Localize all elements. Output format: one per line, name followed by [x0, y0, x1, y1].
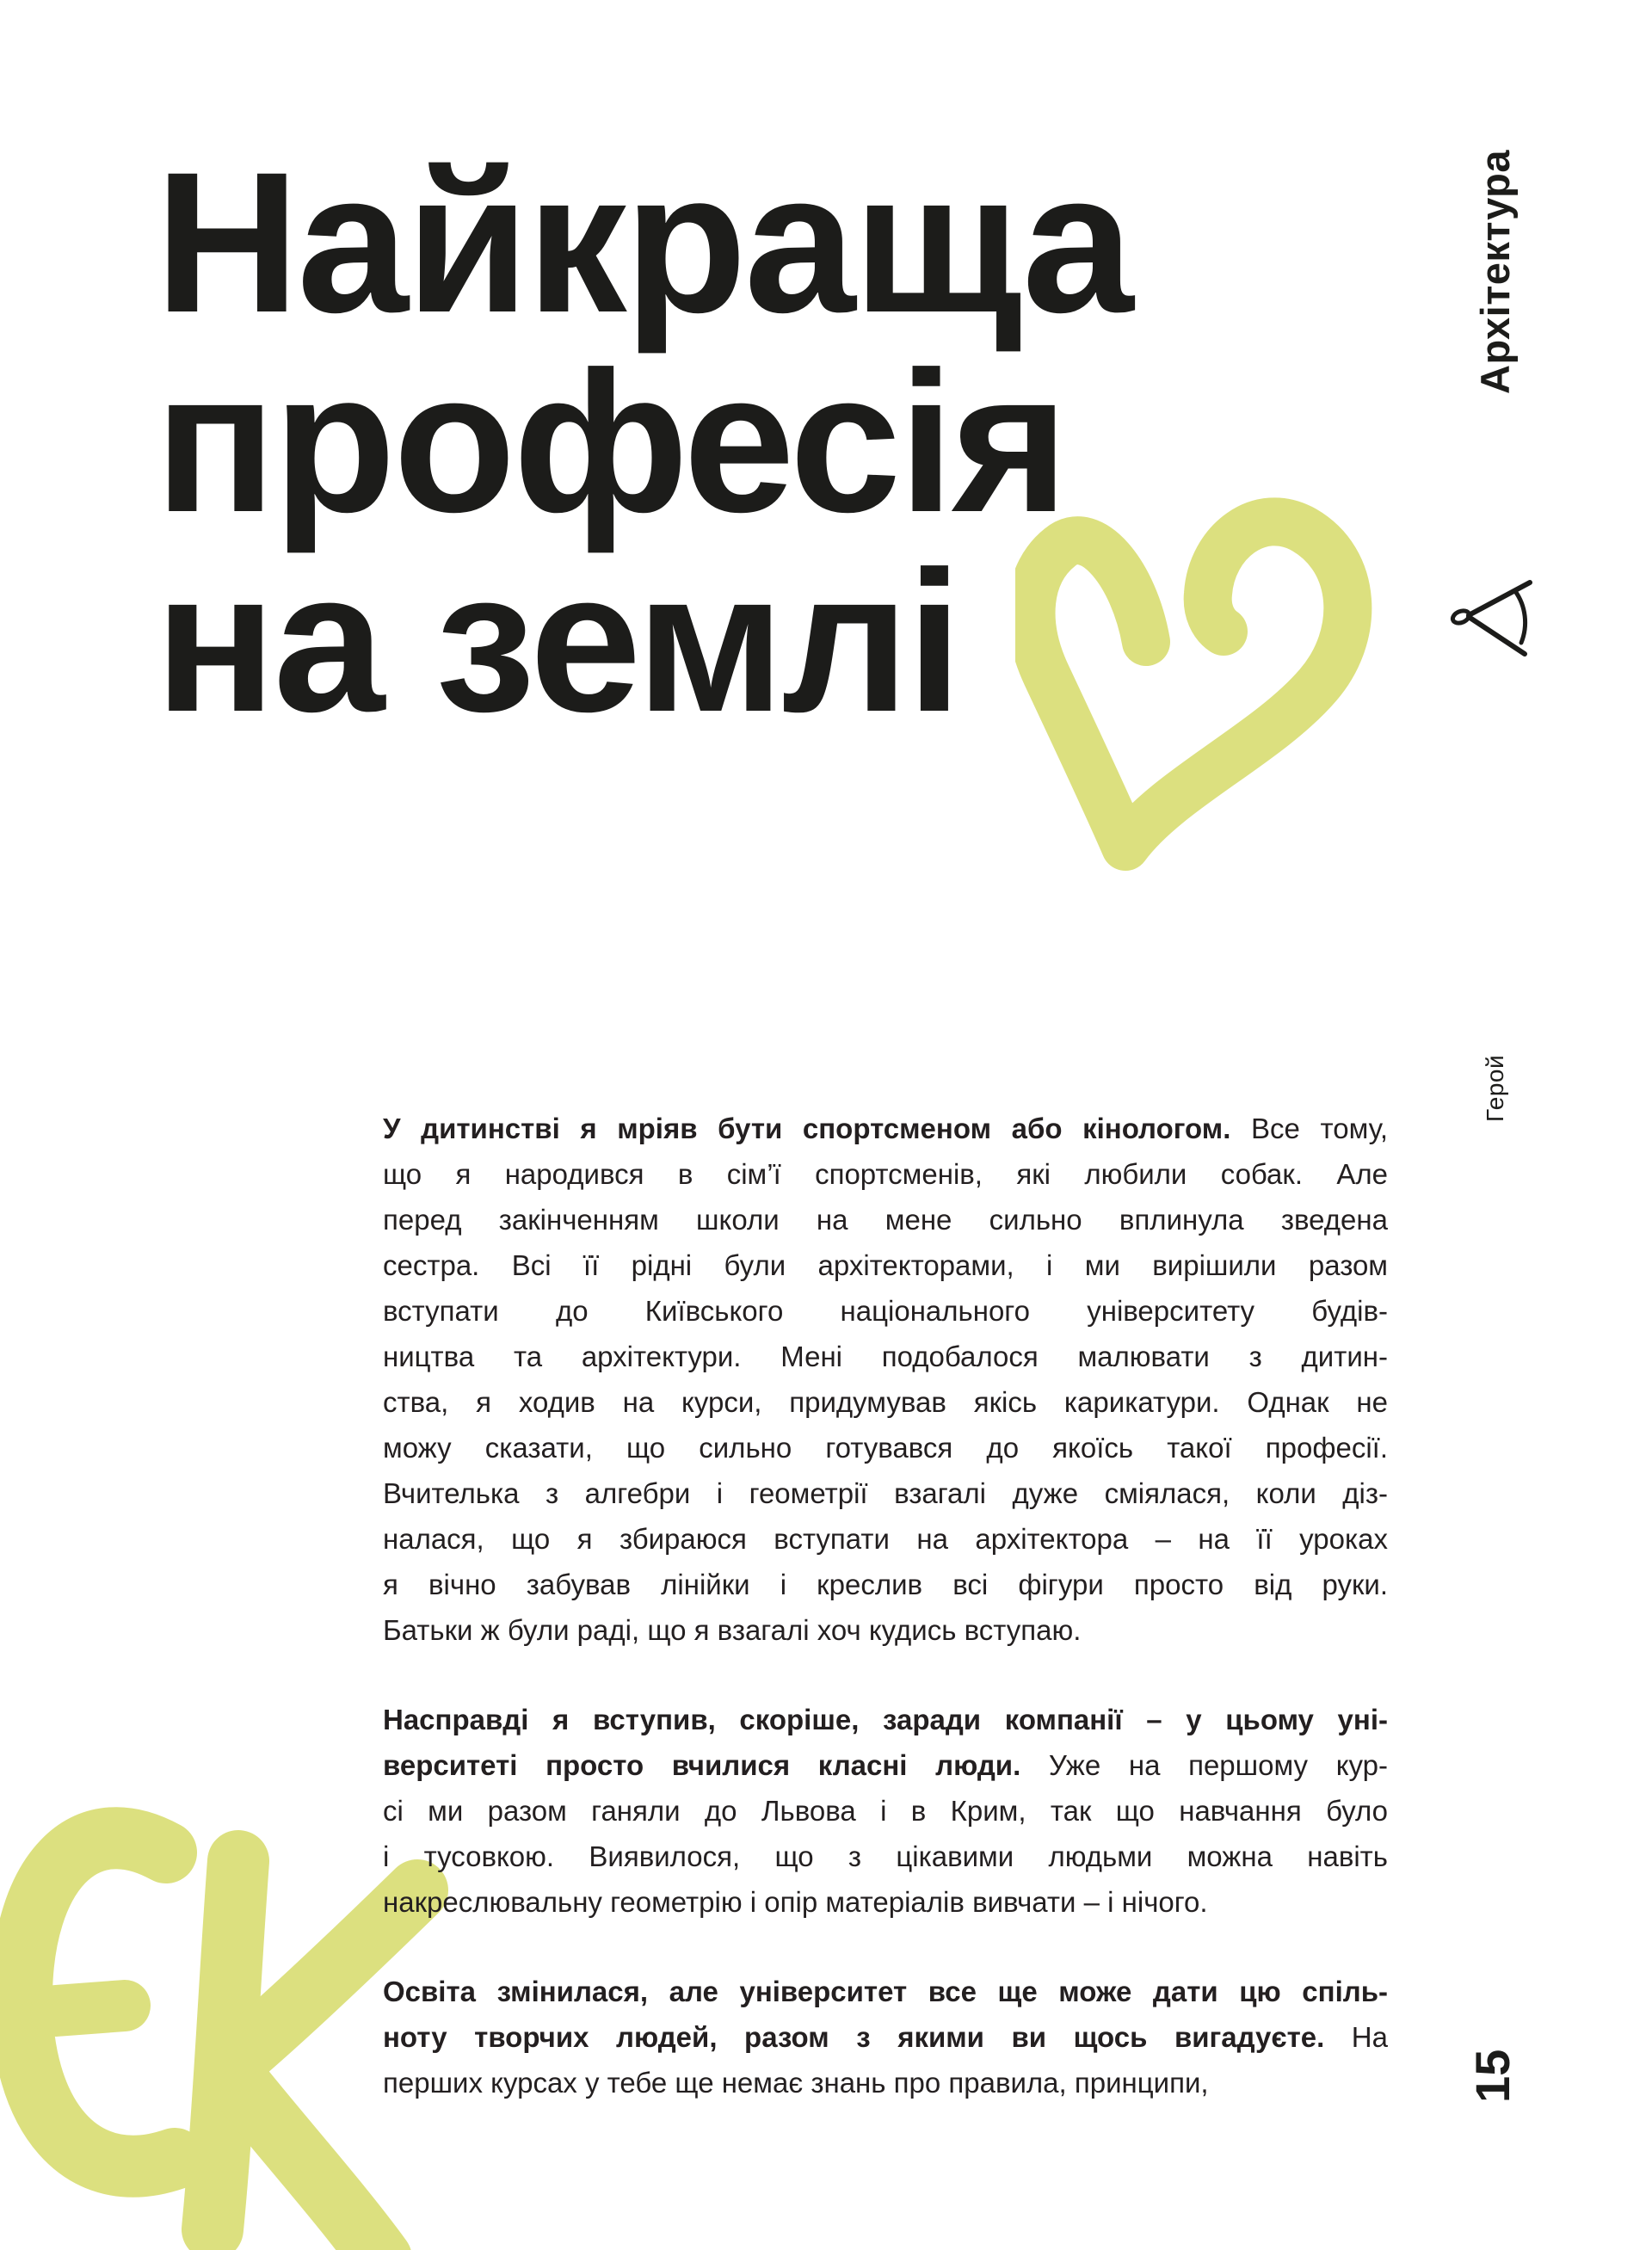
- body-line: [383, 1242, 1388, 1288]
- body-line: [383, 1425, 1388, 1470]
- body-text-bold: верситеті просто вчилися класні люди.: [383, 1749, 1021, 1781]
- body-line: [383, 1834, 1388, 1879]
- body-text: ництва та архітектури. Мені подобалося малювати з дитин-: [383, 1341, 1388, 1372]
- body-text: налася, що я збираюся вступати на архітектора – на її уроках: [383, 1523, 1388, 1555]
- body-text-bold: Освіта змінилася, але університет все ще може дати цю спіль-: [383, 1976, 1388, 2007]
- body-line: [383, 1288, 1388, 1334]
- body-text: можу сказати, що сильно готувався до якоїсь такої професії.: [383, 1432, 1388, 1464]
- body-line: [383, 1697, 1388, 1742]
- body-text: я вічно забував лінійки і креслив всі фігури просто від руки.: [383, 1569, 1388, 1600]
- body-text: Все тому,: [1230, 1113, 1388, 1144]
- article-body: [383, 1106, 1388, 2149]
- body-text: накреслювальну геометрію і опір матеріалів вивчати – і нічого.: [383, 1886, 1208, 1918]
- body-text: що я народився в сім’ї спортсменів, які любили собак. Але: [383, 1158, 1388, 1190]
- section-label: Архітектура: [1472, 150, 1518, 394]
- body-line: [383, 1197, 1388, 1242]
- paragraph: [383, 1969, 1388, 2105]
- body-line: [383, 1879, 1388, 1925]
- body-line: [383, 2014, 1388, 2060]
- body-line: [383, 1334, 1388, 1379]
- body-line: [383, 1470, 1388, 1516]
- body-text: перших курсах у тебе ще немає знань про правила, принципи,: [383, 2067, 1209, 2099]
- rubric-label: Герой: [1482, 1054, 1508, 1122]
- compass-icon: [1449, 576, 1545, 664]
- body-text-bold: Насправді я вступив, скоріше, заради компанії – у цьому уні-: [383, 1704, 1388, 1735]
- body-text: На: [1324, 2021, 1388, 2053]
- title-line: Найкраща: [155, 131, 1131, 354]
- paragraph: [383, 1697, 1388, 1925]
- body-line: [383, 1969, 1388, 2014]
- body-text: сі ми разом ганяли до Львова і в Крим, так що навчання було: [383, 1795, 1388, 1827]
- title-line: на землі: [155, 530, 960, 754]
- body-line: [383, 1516, 1388, 1562]
- body-line: [383, 1788, 1388, 1834]
- body-text: ства, я ходив на курси, придумував якісь карикатури. Однак не: [383, 1386, 1388, 1418]
- title-line: професія: [155, 330, 1066, 554]
- page-number: 15: [1465, 2049, 1519, 2103]
- body-line: [383, 1151, 1388, 1197]
- page-title: [155, 131, 1131, 754]
- body-line: [383, 1106, 1388, 1151]
- body-line: [383, 1562, 1388, 1607]
- body-line: [383, 1379, 1388, 1425]
- body-text: вступати до Київського національного університету будів-: [383, 1295, 1388, 1327]
- body-text: Вчителька з алгебри і геометрії взагалі дуже сміялася, коли діз-: [383, 1477, 1388, 1509]
- body-line: [383, 1742, 1388, 1788]
- body-text: і тусовкою. Виявилося, що з цікавими людьми можна навіть: [383, 1840, 1388, 1872]
- body-line: [383, 1607, 1388, 1653]
- body-text: перед закінченням школи на мене сильно вплинула зведена: [383, 1204, 1388, 1236]
- body-text: сестра. Всі її рідні були архітекторами, і ми вирішили разом: [383, 1249, 1388, 1281]
- body-text: Уже на першому кур-: [1020, 1749, 1388, 1781]
- body-text-bold: У дитинстві я мріяв бути спортсменом або кінологом.: [383, 1113, 1231, 1144]
- body-text: Батьки ж були раді, що я взагалі хоч кудись вступаю.: [383, 1614, 1082, 1646]
- body-line: [383, 2060, 1388, 2105]
- body-text-bold: ноту творчих людей, разом з якими ви щось вигадуєте.: [383, 2021, 1325, 2053]
- paragraph: [383, 1106, 1388, 1653]
